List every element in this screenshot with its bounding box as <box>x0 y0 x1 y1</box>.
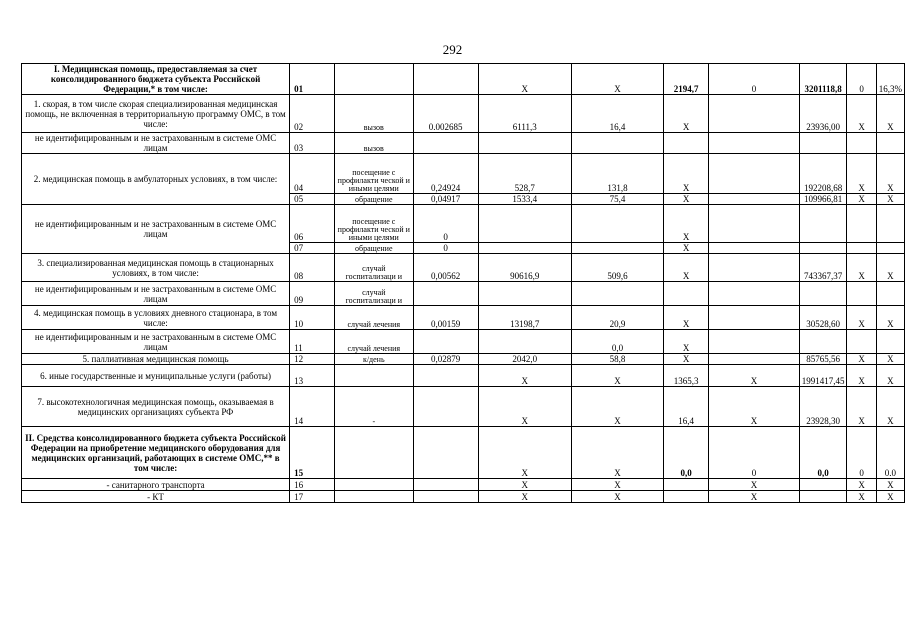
cell-code: 03 <box>290 133 335 154</box>
cell-v2: Х <box>478 64 571 95</box>
cell-v3: 75,4 <box>571 194 663 205</box>
cell-v2: Х <box>478 365 571 387</box>
cell-v8 <box>876 133 904 154</box>
cell-v2: Х <box>478 387 571 427</box>
cell-v3: 509,6 <box>571 254 663 282</box>
cell-unit: посещение с профилакти ческой и иными целями <box>334 154 413 194</box>
cell-unit: вызов <box>334 133 413 154</box>
cell-unit: обращение <box>334 194 413 205</box>
cell-unit: случай госпитализаци и <box>334 282 413 306</box>
cell-v3: Х <box>571 64 663 95</box>
cell-v4: Х <box>663 154 708 194</box>
cell-v2: 90616,9 <box>478 254 571 282</box>
cell-v5 <box>709 282 799 306</box>
cell-v2: Х <box>478 427 571 479</box>
cell-v4: Х <box>663 330 708 354</box>
cell-v7: 0 <box>847 64 876 95</box>
cell-v2: Х <box>478 479 571 491</box>
row-name: 4. медицинская помощь в условиях дневного стационара, в том числе: <box>22 306 290 330</box>
cell-v8 <box>876 330 904 354</box>
cell-v7: Х <box>847 306 876 330</box>
cell-v6: 23936,00 <box>799 95 847 133</box>
cell-v5 <box>709 194 799 205</box>
cell-v1 <box>413 365 478 387</box>
cell-v6 <box>799 330 847 354</box>
cell-unit <box>334 427 413 479</box>
cell-v8: 16,3% <box>876 64 904 95</box>
cell-v2 <box>478 133 571 154</box>
cell-v8: Х <box>876 154 904 194</box>
budget-table <box>21 63 905 503</box>
cell-v8: Х <box>876 387 904 427</box>
cell-code: 16 <box>290 479 335 491</box>
row-name: не идентифицированным и не застрахованным в системе ОМС лицам <box>22 282 290 306</box>
cell-v5 <box>709 243 799 254</box>
cell-v7: Х <box>847 365 876 387</box>
cell-code: 02 <box>290 95 335 133</box>
table-row <box>22 387 905 427</box>
cell-v3 <box>571 205 663 243</box>
table-row <box>22 427 905 479</box>
cell-v5 <box>709 330 799 354</box>
cell-v6 <box>799 479 847 491</box>
cell-v5 <box>709 133 799 154</box>
table-row <box>22 254 905 282</box>
table-row <box>22 479 905 491</box>
cell-v4: 2194,7 <box>663 64 708 95</box>
cell-code: 01 <box>290 64 335 95</box>
cell-v7: Х <box>847 387 876 427</box>
cell-v8 <box>876 282 904 306</box>
cell-v1: 0 <box>413 205 478 243</box>
cell-v7: Х <box>847 491 876 503</box>
row-name: - санитарного транспорта <box>22 479 290 491</box>
cell-v3: 20,9 <box>571 306 663 330</box>
cell-unit <box>334 64 413 95</box>
cell-v3: Х <box>571 479 663 491</box>
cell-v6: 0,0 <box>799 427 847 479</box>
cell-code: 04 <box>290 154 335 194</box>
cell-v4 <box>663 479 708 491</box>
cell-v7: Х <box>847 254 876 282</box>
cell-v4 <box>663 282 708 306</box>
row-name: - КТ <box>22 491 290 503</box>
cell-v2 <box>478 243 571 254</box>
row-name: 5. паллиативная медицинская помощь <box>22 354 290 365</box>
cell-v8: Х <box>876 491 904 503</box>
cell-v8: Х <box>876 95 904 133</box>
cell-v1 <box>413 330 478 354</box>
cell-v6: 743367,37 <box>799 254 847 282</box>
table-row <box>22 64 905 95</box>
cell-v6: 3201118,8 <box>799 64 847 95</box>
cell-v4: 0,0 <box>663 427 708 479</box>
row-name: 2. медицинская помощь в амбулаторных условиях, в том числе: <box>22 154 290 205</box>
cell-v4: Х <box>663 243 708 254</box>
cell-v4 <box>663 491 708 503</box>
cell-unit: обращение <box>334 243 413 254</box>
table-row <box>22 95 905 133</box>
cell-v4: Х <box>663 254 708 282</box>
cell-v7 <box>847 133 876 154</box>
cell-v8: Х <box>876 365 904 387</box>
cell-v1 <box>413 479 478 491</box>
cell-v1: 0.002685 <box>413 95 478 133</box>
row-name: 7. высокотехнологичная медицинская помощь, оказываемая в медицинских организациях субъекта РФ <box>22 387 290 427</box>
cell-v6 <box>799 282 847 306</box>
cell-v7 <box>847 205 876 243</box>
cell-v3: Х <box>571 387 663 427</box>
cell-v6 <box>799 133 847 154</box>
cell-v7: Х <box>847 479 876 491</box>
cell-v7 <box>847 282 876 306</box>
cell-v6 <box>799 205 847 243</box>
cell-v5: Х <box>709 365 799 387</box>
cell-v7: 0 <box>847 427 876 479</box>
cell-v4: Х <box>663 306 708 330</box>
cell-v3: Х <box>571 427 663 479</box>
cell-code: 10 <box>290 306 335 330</box>
cell-v2: 1533,4 <box>478 194 571 205</box>
cell-v5 <box>709 354 799 365</box>
cell-v6 <box>799 491 847 503</box>
cell-v4: 1365,3 <box>663 365 708 387</box>
cell-v3: 0,0 <box>571 330 663 354</box>
cell-v1 <box>413 427 478 479</box>
table-row <box>22 154 905 194</box>
cell-v3: Х <box>571 365 663 387</box>
cell-v7: Х <box>847 154 876 194</box>
cell-v3: 58,8 <box>571 354 663 365</box>
row-name: I. Медицинская помощь, предоставляемая за счет консолидированного бюджета субъекта Российской Федерации,* в том числе: <box>22 64 290 95</box>
cell-v5 <box>709 306 799 330</box>
cell-unit <box>334 479 413 491</box>
cell-v5 <box>709 154 799 194</box>
row-name: 1. скорая, в том числе скорая специализированная медицинская помощь, не включенная в территориальную программу ОМС, в том числе: <box>22 95 290 133</box>
cell-v4: Х <box>663 95 708 133</box>
cell-code: 09 <box>290 282 335 306</box>
cell-v4: Х <box>663 194 708 205</box>
cell-code: 12 <box>290 354 335 365</box>
cell-code: 17 <box>290 491 335 503</box>
cell-v6: 192208,68 <box>799 154 847 194</box>
cell-v8: Х <box>876 194 904 205</box>
cell-code: 15 <box>290 427 335 479</box>
cell-v1 <box>413 282 478 306</box>
cell-v5: Х <box>709 491 799 503</box>
row-name: не идентифицированным и не застрахованным в системе ОМС лицам <box>22 330 290 354</box>
cell-v6: 1991417,45 <box>799 365 847 387</box>
cell-v7 <box>847 243 876 254</box>
table-row <box>22 205 905 243</box>
table-row <box>22 133 905 154</box>
table-row <box>22 491 905 503</box>
cell-v4 <box>663 133 708 154</box>
cell-v6 <box>799 243 847 254</box>
cell-code: 11 <box>290 330 335 354</box>
cell-code: 08 <box>290 254 335 282</box>
cell-v6: 85765,56 <box>799 354 847 365</box>
cell-v2: 6111,3 <box>478 95 571 133</box>
cell-code: 06 <box>290 205 335 243</box>
cell-v7: Х <box>847 354 876 365</box>
cell-v5 <box>709 254 799 282</box>
page-number: 292 <box>442 42 463 57</box>
cell-v2: 528,7 <box>478 154 571 194</box>
cell-unit: случай лечения <box>334 330 413 354</box>
cell-unit <box>334 365 413 387</box>
cell-v4: Х <box>663 205 708 243</box>
cell-v5: 0 <box>709 64 799 95</box>
cell-v7: Х <box>847 95 876 133</box>
row-name: не идентифицированным и не застрахованным в системе ОМС лицам <box>22 133 290 154</box>
cell-v2 <box>478 282 571 306</box>
cell-v1: 0,00562 <box>413 254 478 282</box>
cell-v8: Х <box>876 479 904 491</box>
cell-v5: Х <box>709 387 799 427</box>
row-name: не идентифицированным и не застрахованным в системе ОМС лицам <box>22 205 290 254</box>
cell-v6: 109966,81 <box>799 194 847 205</box>
cell-code: 13 <box>290 365 335 387</box>
cell-v3: 16,4 <box>571 95 663 133</box>
cell-v1 <box>413 491 478 503</box>
cell-v1 <box>413 64 478 95</box>
cell-v3 <box>571 133 663 154</box>
cell-v1 <box>413 387 478 427</box>
cell-v8: Х <box>876 254 904 282</box>
cell-code: 14 <box>290 387 335 427</box>
cell-v1: 0,24924 <box>413 154 478 194</box>
cell-v8: Х <box>876 306 904 330</box>
cell-unit: случай госпитализаци и <box>334 254 413 282</box>
cell-v3 <box>571 282 663 306</box>
cell-v1: 0,02879 <box>413 354 478 365</box>
cell-v3: 131,8 <box>571 154 663 194</box>
cell-v4: Х <box>663 354 708 365</box>
cell-v5: Х <box>709 479 799 491</box>
cell-v3: Х <box>571 491 663 503</box>
row-name: 3. специализированная медицинская помощь в стационарных условиях, в том числе: <box>22 254 290 282</box>
cell-v1: 0,04917 <box>413 194 478 205</box>
cell-v1: 0 <box>413 243 478 254</box>
cell-v7 <box>847 330 876 354</box>
cell-v2 <box>478 205 571 243</box>
cell-v2: 2042,0 <box>478 354 571 365</box>
cell-unit: вызов <box>334 95 413 133</box>
cell-v6: 23928,30 <box>799 387 847 427</box>
cell-v8 <box>876 243 904 254</box>
cell-unit: случай лечения <box>334 306 413 330</box>
table-row <box>22 354 905 365</box>
cell-unit <box>334 491 413 503</box>
cell-v5: 0 <box>709 427 799 479</box>
cell-unit: - <box>334 387 413 427</box>
cell-v3 <box>571 243 663 254</box>
cell-v8 <box>876 205 904 243</box>
row-name: 6. иные государственные и муниципальные услуги (работы) <box>22 365 290 387</box>
table-row <box>22 365 905 387</box>
row-name: II. Средства консолидированного бюджета субъекта Российской Федерации на приобретение медицинского оборудования для медицинских организаций, работающих в системе ОМС,** в том числе: <box>22 427 290 479</box>
cell-code: 05 <box>290 194 335 205</box>
cell-v5 <box>709 95 799 133</box>
cell-v7: Х <box>847 194 876 205</box>
cell-v4: 16,4 <box>663 387 708 427</box>
cell-unit: к/день <box>334 354 413 365</box>
table-row <box>22 306 905 330</box>
cell-v2: Х <box>478 491 571 503</box>
cell-v2 <box>478 330 571 354</box>
cell-v8: Х <box>876 354 904 365</box>
cell-v1: 0,00159 <box>413 306 478 330</box>
cell-v6: 30528,60 <box>799 306 847 330</box>
cell-v2: 13198,7 <box>478 306 571 330</box>
table-row <box>22 282 905 306</box>
table-row <box>22 330 905 354</box>
cell-code: 07 <box>290 243 335 254</box>
cell-v1 <box>413 133 478 154</box>
cell-unit: посещение с профилакти ческой и иными целями <box>334 205 413 243</box>
cell-v5 <box>709 205 799 243</box>
cell-v8: 0.0 <box>876 427 904 479</box>
